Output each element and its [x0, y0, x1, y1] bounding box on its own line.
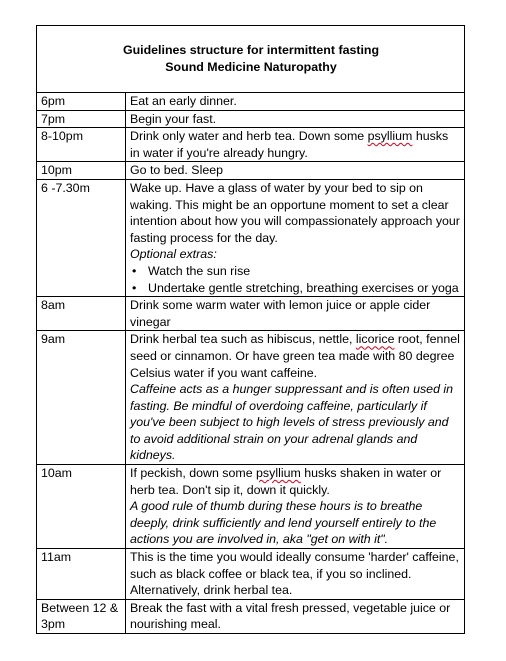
optional-extras-list — [130, 263, 461, 296]
description-cell: Break the fast with a vital fresh pressed, vegetable juice or nourishing meal. — [126, 599, 465, 633]
description-cell: Drink some warm water with lemon juice or apple cider vinegar — [126, 297, 465, 331]
description-cell — [126, 179, 465, 296]
spellcheck-flagged-word: psyllium — [256, 466, 301, 481]
document-subtitle: Sound Medicine Naturopathy — [165, 60, 337, 74]
list-item — [130, 280, 461, 297]
table-row — [37, 331, 465, 465]
time-cell: 8am — [37, 297, 126, 331]
list-item — [130, 263, 461, 280]
table-row — [37, 549, 465, 600]
table-row — [37, 110, 465, 128]
description-text: husks in water if you're already hungry. — [130, 129, 449, 160]
description-text-part: Drink herbal tea such as hibiscus, nettle, — [130, 332, 356, 347]
bullet-icon: • — [132, 263, 137, 278]
description-note: A good rule of thumb during these hours is to breathe deeply, drink sufficiently and lend yourself entirely to the actions you are involved in, aka "get on with it". — [130, 499, 437, 547]
time-cell: 7pm — [37, 110, 126, 128]
time-cell: 6 -7.30m — [37, 179, 126, 296]
description-cell: Go to bed. Sleep — [126, 162, 465, 180]
description-text: Wake up. Have a glass of water by your bed to sip on waking. This might be an opportune moment to set a clear intention about how you will compassionately approach your fasting process for the day. — [130, 180, 460, 245]
time-cell: 11am — [37, 549, 126, 600]
description-text-part: root, fennel seed or cinnamon. Or have green tea made with 80 degree Celsius water if you want caffeine. — [130, 332, 460, 380]
table-header-row — [37, 26, 465, 93]
list-item-text: Watch the sun rise — [148, 263, 251, 278]
table-header — [37, 26, 465, 93]
description-text-part: husks shaken in water or herb tea. Don't sip it, down it quickly. — [130, 466, 442, 497]
description-cell — [126, 331, 465, 465]
spellcheck-flagged-word: licorice — [355, 332, 395, 347]
description-text: Drink only water and herb tea. Down some — [130, 129, 368, 144]
description-cell — [126, 465, 465, 549]
time-cell: 9am — [37, 331, 126, 465]
description-cell — [126, 128, 465, 162]
table-row — [37, 599, 465, 633]
table-row — [37, 465, 465, 549]
time-cell: 8-10pm — [37, 128, 126, 162]
list-item-text: Undertake gentle stretching, breathing exercises or yoga — [148, 280, 459, 295]
document-title: Guidelines structure for intermittent fasting — [122, 43, 380, 57]
spellcheck-flagged-word: psyllium — [367, 129, 413, 144]
time-cell: 10am — [37, 465, 126, 549]
time-cell: 6pm — [37, 93, 126, 111]
description-text — [130, 331, 461, 381]
description-text-part: If peckish, down some — [130, 466, 257, 481]
description-cell: Eat an early dinner. — [126, 93, 465, 111]
table-row — [37, 297, 465, 331]
time-cell: Between 12 & 3pm — [37, 599, 126, 633]
time-cell: 10pm — [37, 162, 126, 180]
optional-extras-label: Optional extras: — [130, 247, 217, 262]
description-note: Caffeine acts as a hunger suppressant and is often used in fasting. Be mindful of overdoing caffeine, particularly if you've been subject to high levels of stress previously and to avoid additional strain on your adrenal glands and kidneys. — [130, 382, 454, 463]
table-row — [37, 162, 465, 180]
bullet-icon: • — [132, 280, 137, 295]
table-row — [37, 128, 465, 162]
table-row — [37, 93, 465, 111]
description-cell: This is the time you would ideally consume 'harder' caffeine, such as black coffee or black tea, if you so inclined. Alternatively, drink herbal tea. — [126, 549, 465, 600]
fasting-guidelines-table — [36, 25, 465, 634]
table-row — [37, 179, 465, 296]
description-text — [130, 465, 461, 498]
description-cell: Begin your fast. — [126, 110, 465, 128]
